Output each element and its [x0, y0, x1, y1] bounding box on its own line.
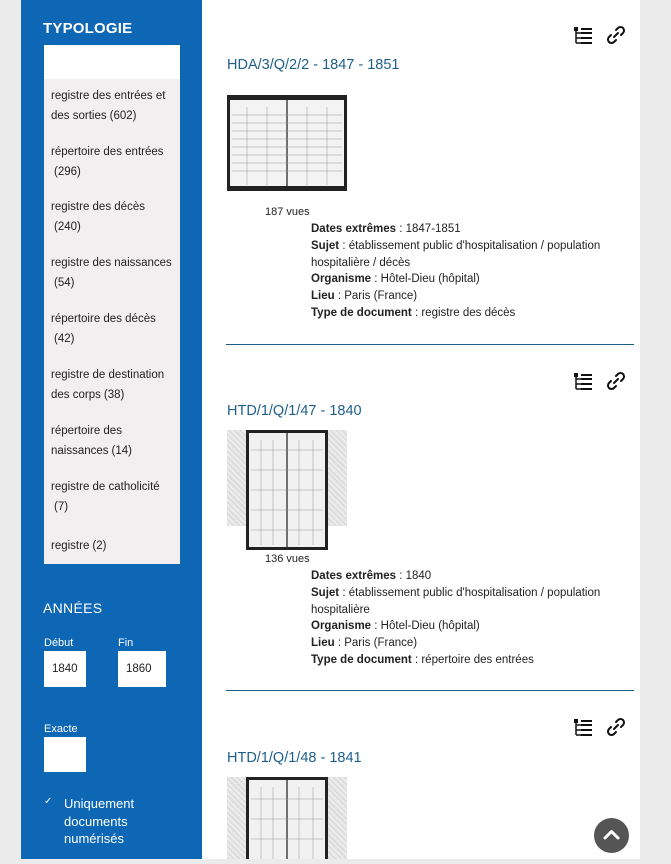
exact-year-input[interactable] [44, 737, 86, 772]
facet-count: (14) [111, 445, 132, 457]
record-thumbnail[interactable] [227, 430, 347, 526]
lieu-value: Paris (France) [344, 637, 418, 650]
lieu-label: Lieu [311, 637, 335, 650]
record-title[interactable]: HDA/3/Q/2/2 - 1847 - 1851 [227, 57, 400, 73]
link-icon[interactable] [605, 24, 627, 46]
sujet-value: établissement public d'hospitalisation / population hospitalière [311, 586, 601, 616]
facet-count: (2) [92, 540, 107, 552]
facet-item[interactable] [51, 309, 175, 349]
chevron-up-icon [594, 818, 629, 853]
facet-item[interactable] [51, 142, 175, 182]
tree-list-icon[interactable] [572, 24, 594, 46]
facet-label: répertoire des entrées [51, 146, 164, 158]
link-icon[interactable] [605, 370, 627, 392]
facet-item[interactable] [51, 86, 175, 126]
link-icon[interactable] [605, 716, 627, 738]
tree-list-icon[interactable] [572, 370, 594, 392]
facet-label: répertoire des naissances [51, 425, 122, 457]
sujet-label: Sujet [311, 586, 340, 599]
facet-item[interactable] [51, 365, 175, 405]
debut-label: Début [44, 637, 74, 649]
record-separator [226, 344, 634, 345]
typologie-facet-list [44, 79, 180, 564]
year-end-input[interactable]: 1860 [118, 651, 166, 687]
exacte-label: Exacte [44, 723, 78, 735]
record-thumbnail[interactable] [227, 95, 347, 191]
facet-label: registre des naissances [51, 257, 172, 269]
organisme-label: Organisme [311, 620, 372, 633]
sujet-value: établissement public d'hospitalisation / population hospitalière / décès [311, 239, 601, 269]
lieu-value: Paris (France) [344, 290, 418, 303]
facet-label: répertoire des décès [51, 313, 156, 325]
type-label: Type de document [311, 306, 412, 319]
sujet-label: Sujet [311, 239, 340, 252]
fin-label: Fin [118, 637, 134, 649]
type-value: répertoire des entrées [421, 653, 534, 666]
facet-item[interactable] [51, 477, 175, 517]
facet-count: (296) [54, 166, 81, 178]
checkmark-icon[interactable]: ✓ [44, 796, 53, 807]
facet-item[interactable] [51, 536, 175, 556]
register-page-image [227, 777, 347, 859]
organisme-value: Hôtel-Dieu (hôpital) [380, 273, 480, 286]
facet-label: registre de catholicité [51, 481, 160, 493]
record-title[interactable]: HTD/1/Q/1/47 - 1840 [227, 403, 362, 419]
facet-label: registre des entrées et des sorties [51, 90, 166, 122]
organisme-value: Hôtel-Dieu (hôpital) [380, 620, 480, 633]
facet-label: registre des décès [51, 201, 145, 213]
record-thumbnail[interactable] [227, 777, 347, 859]
filter-sidebar [21, 0, 202, 859]
facet-count: (7) [54, 501, 69, 513]
facet-label: registre [51, 540, 90, 552]
register-page-image [227, 430, 347, 550]
type-label: Type de document [311, 653, 412, 666]
views-count: 136 vues [265, 553, 310, 565]
only-digital-label[interactable]: Uniquement documents numérisés [64, 796, 135, 846]
typologie-title: TYPOLOGIE [43, 20, 133, 37]
tree-list-icon[interactable] [572, 716, 594, 738]
dates-value: 1840 [405, 570, 432, 582]
record-metadata: Dates extrêmes : 1847-1851 Sujet : établissement public d'hospitalisation / population hospitalière / décès Organisme : Hôtel-Dieu (hôpital) Lieu : Paris (France) Type de document : registre des décès [311, 223, 601, 319]
facet-count: (240) [54, 221, 81, 233]
register-page-image [227, 95, 347, 191]
results-panel [202, 0, 640, 859]
facet-count: (54) [54, 277, 75, 289]
record-title[interactable]: HTD/1/Q/1/48 - 1841 [227, 750, 362, 766]
facet-item[interactable] [51, 197, 175, 237]
facet-label: registre de destination des corps [51, 369, 165, 401]
year-start-input[interactable]: 1840 [44, 651, 86, 687]
record-separator [226, 690, 634, 691]
type-value: registre des décès [421, 306, 516, 319]
record-metadata: Dates extrêmes : 1840 Sujet : établissement public d'hospitalisation / population hospitalière Organisme : Hôtel-Dieu (hôpital) Lieu : Paris (France) Type de document : répertoire des entrées [311, 570, 601, 666]
views-count: 187 vues [265, 206, 310, 218]
organisme-label: Organisme [311, 273, 372, 286]
typologie-search-input[interactable] [44, 45, 180, 79]
facet-count: (38) [103, 389, 125, 401]
facet-item[interactable] [51, 421, 175, 461]
facet-item[interactable] [51, 253, 175, 293]
facet-count: (602) [109, 110, 137, 122]
dates-value: 1847-1851 [405, 223, 461, 235]
lieu-label: Lieu [311, 290, 335, 303]
scroll-to-top-button[interactable] [594, 818, 629, 853]
dates-label: Dates extrêmes [311, 570, 397, 582]
facet-count: (42) [54, 333, 75, 345]
annees-title: ANNÉES [43, 600, 103, 616]
dates-label: Dates extrêmes [311, 223, 397, 235]
